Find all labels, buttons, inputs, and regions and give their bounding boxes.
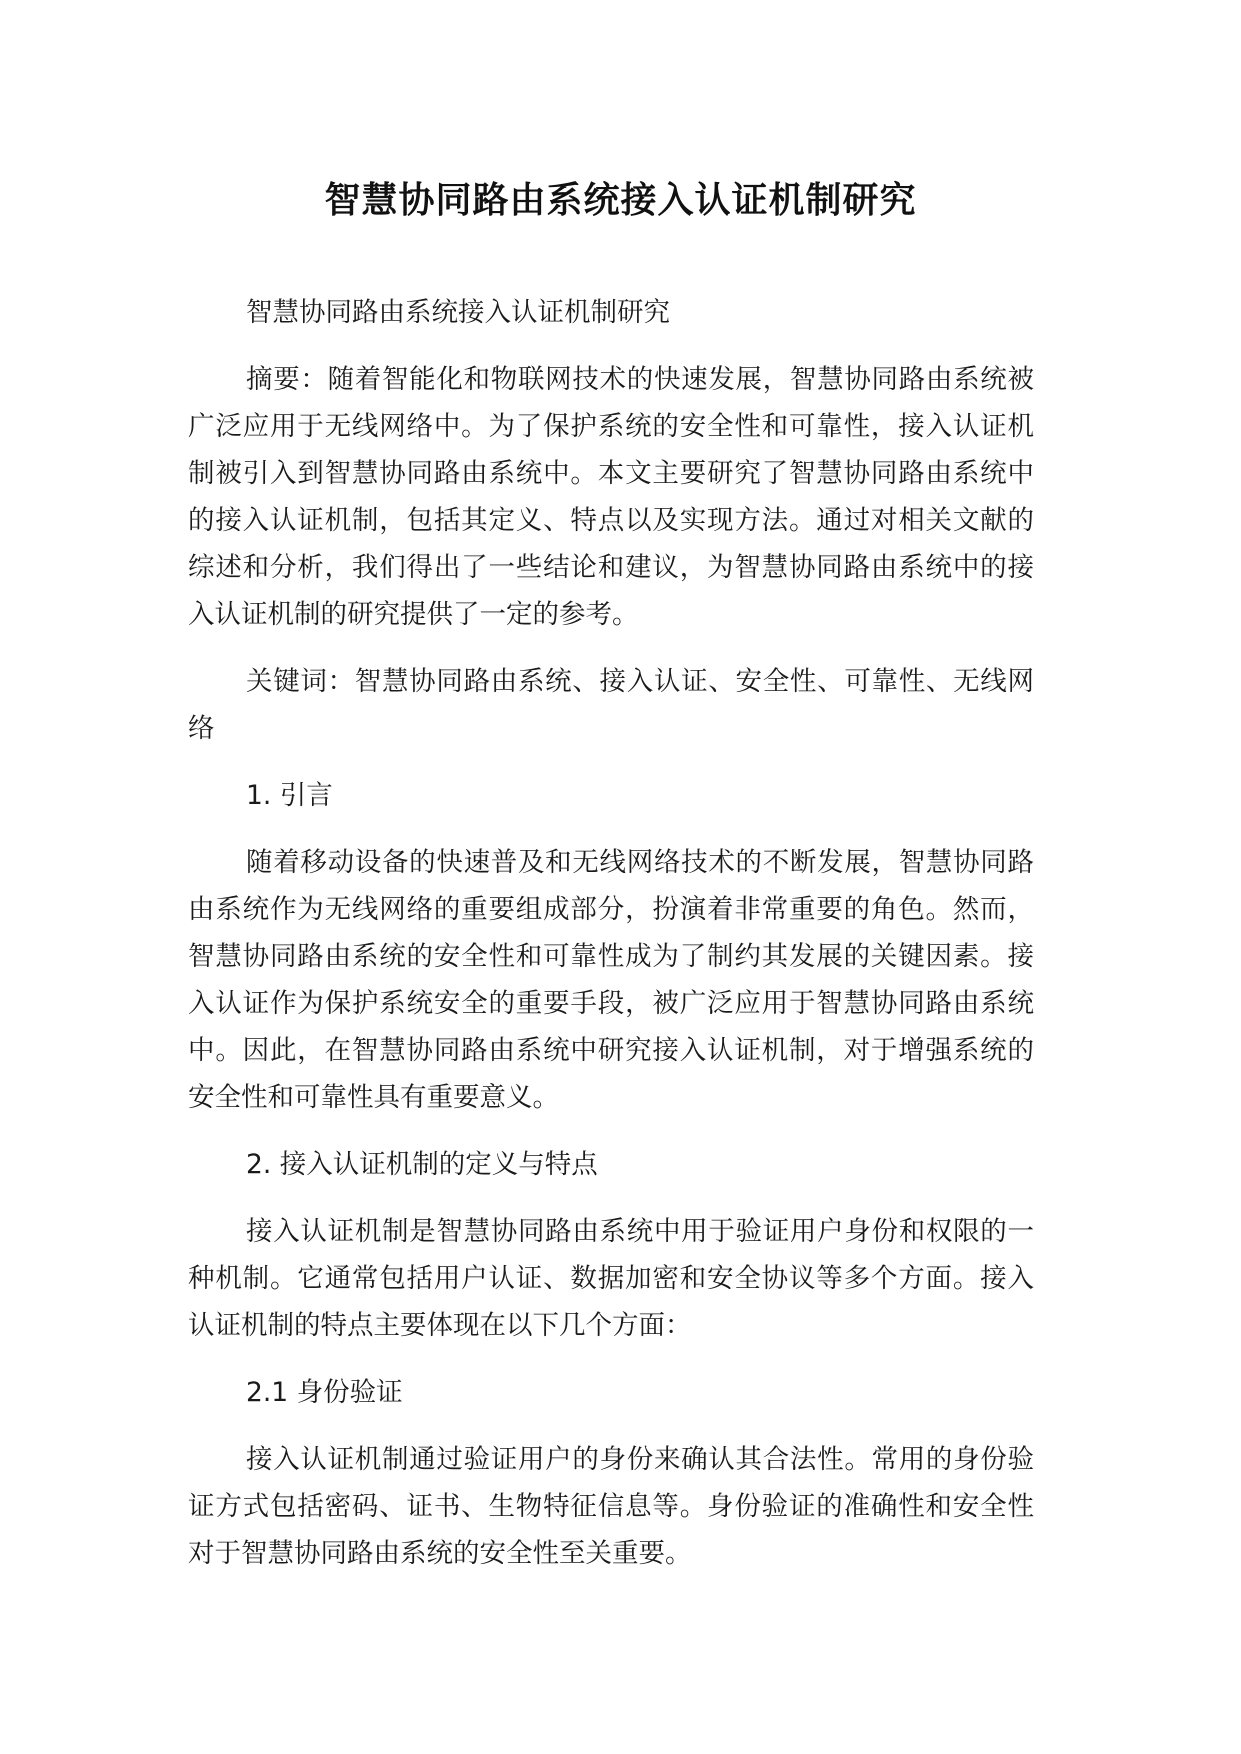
section-heading-definition: 2. 接入认证机制的定义与特点	[246, 1149, 598, 1180]
document-body	[188, 289, 1034, 1597]
document-title: 智慧协同路由系统接入认证机制研究	[324, 180, 917, 221]
abstract-paragraph: 摘要：随着智能化和物联网技术的快速发展，智慧协同路由系统被广泛应用于无线网络中。为了保护系统的安全性和可靠性，接入认证机制被引入到智慧协同路由系统中。本文主要研究了智慧协同路由系统中的接入认证机制，包括其定义、特点以及实现方法。通过对相关文献的综述和分析，我们得出了一些结论和建议，为智慧协同路由系统中的接入认证机制的研究提供了一定的参考。	[188, 364, 1034, 630]
keywords-paragraph: 关键词：智慧协同路由系统、接入认证、安全性、可靠性、无线网络	[188, 666, 1034, 744]
section-heading-introduction: 1. 引言	[246, 780, 333, 811]
body-paragraph: 随着移动设备的快速普及和无线网络技术的不断发展，智慧协同路由系统作为无线网络的重要组成部分，扮演着非常重要的角色。然而，智慧协同路由系统的安全性和可靠性成为了制约其发展的关键因素。接入认证作为保护系统安全的重要手段，被广泛应用于智慧协同路由系统中。因此，在智慧协同路由系统中研究接入认证机制，对于增强系统的安全性和可靠性具有重要意义。	[188, 847, 1034, 1113]
body-paragraph: 接入认证机制是智慧协同路由系统中用于验证用户身份和权限的一种机制。它通常包括用户认证、数据加密和安全协议等多个方面。接入认证机制的特点主要体现在以下几个方面：	[188, 1216, 1034, 1341]
subsection-heading-identity: 2.1 身份验证	[246, 1377, 403, 1408]
subtitle-paragraph: 智慧协同路由系统接入认证机制研究	[246, 297, 670, 328]
body-paragraph: 接入认证机制通过验证用户的身份来确认其合法性。常用的身份验证方式包括密码、证书、生物特征信息等。身份验证的准确性和安全性对于智慧协同路由系统的安全性至关重要。	[188, 1444, 1034, 1569]
